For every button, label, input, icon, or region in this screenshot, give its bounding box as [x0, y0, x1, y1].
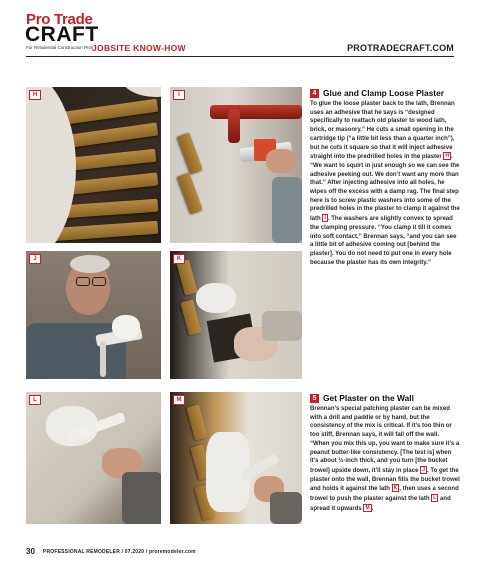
- section-title: JOBSITE KNOW-HOW: [92, 43, 186, 53]
- paragraph-text: . “We want to squirt in just enough so we can see the adhesive peeking out. We don’t want any more than that.” After injecting adhesive into all holes, he wipes off the excess with a damp rag. The final step here is to screw plastic washers into some of the predrilled holes in the plaster to clamp it against the lath: [310, 154, 460, 223]
- brand-logo-main: CRAFT: [25, 23, 99, 46]
- glasses: [76, 277, 90, 286]
- paragraph-text: . The washers are slightly convex to spread the clamping pressure. “You clamp it till it comes into soft contact,” Brennan says, “and you can see a little bit of adhesive coming out [behind the plaster]. You do not need to put one in every hole because the plaster has its own integrity.”: [310, 216, 457, 266]
- photo-ref: M: [365, 504, 370, 511]
- brand-logo-top: Pro Trade: [26, 11, 93, 28]
- step-4-heading: [310, 88, 460, 98]
- step-4-section: [310, 88, 460, 267]
- trowel-handle: [100, 341, 106, 377]
- photo-label: H: [29, 90, 41, 100]
- sleeve: [272, 177, 302, 243]
- photo-label: K: [173, 254, 185, 264]
- photo-m: [170, 392, 302, 524]
- paragraph-text: Brennan’s special patching plaster can be mixed with a drill and paddle or by hand, but the consistency of the mix is critical. If it’s too thin or too stiff, Brennan says, it will fall off the wall. “When you mix this up, you want to make sure it’s a peanut butter-like consistency. [The test is] when it’s about ½-inch thick, and you turn [the bucket trowel] upside down, it’ll stay in place: [310, 406, 460, 474]
- step-number: 4: [310, 89, 319, 98]
- photo-label: J: [29, 254, 41, 264]
- photo-ref: H: [445, 153, 450, 160]
- glasses: [92, 277, 106, 286]
- lath-strip: [176, 259, 197, 295]
- step-title: Glue and Clamp Loose Plaster: [323, 88, 445, 98]
- lath-strip: [186, 404, 207, 440]
- sleeve: [270, 492, 302, 524]
- page-header: [0, 0, 480, 58]
- sleeve: [262, 311, 302, 341]
- paragraph-text: To glue the loose plaster back to the lath, Brennan uses an adhesive that he says is “designed specifically to reattach old plaster to wood lath, brick, or masonry.” He cuts a small opening in the cartridge tip (“a little bit less than a quarter inch”), but he cuts it square so that it will inject adhesive straight into the predrilled holes in the plaster: [310, 101, 455, 161]
- step-title: Get Plaster on the Wall: [323, 393, 414, 403]
- sleeve: [122, 472, 161, 524]
- site-url: PROTRADECRAFT.COM: [347, 43, 454, 53]
- paragraph-text: , then uses a second trowel to push the plaster against the lath: [310, 486, 459, 503]
- photo-label: I: [173, 90, 185, 100]
- photo-ref: L: [433, 495, 437, 502]
- photo-label: M: [173, 395, 185, 405]
- plaster-edge: [121, 87, 161, 97]
- photo-ref: I: [324, 215, 326, 222]
- lath-strip: [177, 132, 203, 174]
- photo-h: [26, 87, 161, 243]
- paragraph-text: . To get the plaster onto the wall, Brennan fills the bucket trowel and holds it against the lath: [310, 467, 460, 493]
- step-4-body: [310, 100, 460, 267]
- photo-k: [170, 251, 302, 379]
- footer-publication: PROFESSIONAL REMODELER / 07.2020 / proremodeler.com: [42, 549, 196, 555]
- hair: [70, 255, 110, 273]
- step-5-body: [310, 405, 460, 513]
- red-pipe: [210, 105, 302, 119]
- hand: [266, 149, 296, 173]
- step-5-heading: [310, 393, 460, 403]
- paragraph-text: and spread it upwards: [310, 496, 451, 512]
- photo-label: L: [29, 395, 41, 405]
- photo-ref: J: [422, 466, 425, 473]
- photo-j: [26, 251, 161, 379]
- step-5-section: [310, 393, 460, 513]
- photo-i: [170, 87, 302, 243]
- step-number: 5: [310, 394, 319, 403]
- plaster-on-trowel: [196, 283, 236, 313]
- page-footer: [26, 547, 196, 556]
- plaster-mound: [112, 315, 140, 339]
- red-pipe: [228, 109, 240, 143]
- lath-strip: [177, 172, 203, 214]
- header-divider: [26, 56, 454, 57]
- paragraph-text: .: [371, 505, 374, 512]
- photo-l: [26, 392, 161, 524]
- page-number: 30: [26, 547, 35, 556]
- brand-tagline: For Residential Construction Pros: [26, 45, 94, 50]
- photo-ref: K: [393, 485, 398, 492]
